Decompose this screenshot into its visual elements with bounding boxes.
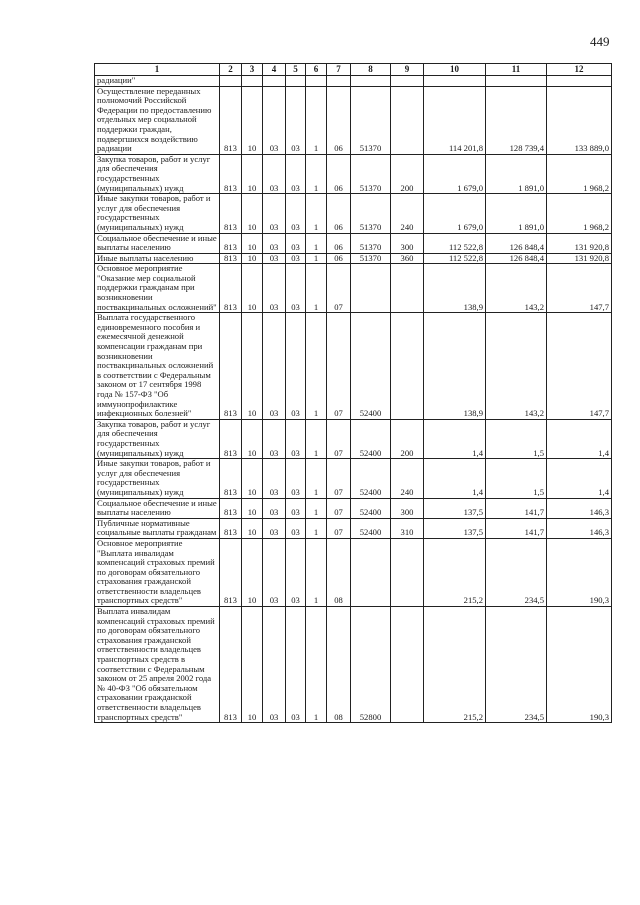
row-name-cell: Основное мероприятие "Выплата инвалидам компенсаций страховых премий по договорам обязательного страхования гражданской ответственности владельцев транспортных средств" bbox=[95, 538, 220, 606]
code-cell bbox=[263, 76, 286, 87]
amount-cell: 1,4 bbox=[424, 419, 486, 458]
column-header: 11 bbox=[486, 64, 547, 76]
code-cell: 813 bbox=[220, 538, 242, 606]
code-cell: 06 bbox=[327, 194, 351, 233]
code-cell: 03 bbox=[263, 194, 286, 233]
code-cell: 08 bbox=[327, 607, 351, 723]
table-row bbox=[95, 313, 612, 420]
code-cell: 1 bbox=[306, 498, 327, 518]
code-cell: 03 bbox=[263, 518, 286, 538]
code-cell: 03 bbox=[286, 264, 306, 313]
code-cell bbox=[391, 76, 424, 87]
table-row bbox=[95, 538, 612, 606]
amount-cell: 1,4 bbox=[424, 459, 486, 498]
table-row bbox=[95, 86, 612, 154]
column-header: 9 bbox=[391, 64, 424, 76]
amount-cell bbox=[424, 76, 486, 87]
amount-cell: 1,5 bbox=[486, 419, 547, 458]
code-cell: 51370 bbox=[351, 86, 391, 154]
code-cell: 03 bbox=[286, 419, 306, 458]
row-name-cell: Социальное обеспечение и иные выплаты населению bbox=[95, 498, 220, 518]
column-header: 6 bbox=[306, 64, 327, 76]
code-cell: 300 bbox=[391, 233, 424, 253]
code-cell: 813 bbox=[220, 518, 242, 538]
code-cell: 03 bbox=[286, 607, 306, 723]
code-cell: 1 bbox=[306, 86, 327, 154]
code-cell bbox=[391, 264, 424, 313]
code-cell: 52400 bbox=[351, 518, 391, 538]
amount-cell: 143,2 bbox=[486, 264, 547, 313]
code-cell: 1 bbox=[306, 459, 327, 498]
amount-cell: 131 920,8 bbox=[547, 253, 612, 264]
column-header: 8 bbox=[351, 64, 391, 76]
amount-cell: 137,5 bbox=[424, 498, 486, 518]
amount-cell: 1,5 bbox=[486, 459, 547, 498]
code-cell: 1 bbox=[306, 154, 327, 193]
code-cell: 03 bbox=[286, 538, 306, 606]
code-cell: 52400 bbox=[351, 419, 391, 458]
table-row bbox=[95, 607, 612, 723]
row-name-cell: Социальное обеспечение и иные выплаты населению bbox=[95, 233, 220, 253]
code-cell: 1 bbox=[306, 253, 327, 264]
row-name-cell: Закупка товаров, работ и услуг для обеспечения государственных (муниципальных) нужд bbox=[95, 154, 220, 193]
amount-cell: 1 679,0 bbox=[424, 154, 486, 193]
code-cell: 200 bbox=[391, 154, 424, 193]
code-cell: 240 bbox=[391, 194, 424, 233]
amount-cell: 126 848,4 bbox=[486, 233, 547, 253]
code-cell: 10 bbox=[242, 518, 263, 538]
code-cell: 1 bbox=[306, 419, 327, 458]
amount-cell: 146,3 bbox=[547, 518, 612, 538]
table-body bbox=[95, 76, 612, 723]
code-cell: 06 bbox=[327, 154, 351, 193]
amount-cell: 1 679,0 bbox=[424, 194, 486, 233]
code-cell: 10 bbox=[242, 498, 263, 518]
code-cell: 03 bbox=[263, 154, 286, 193]
code-cell bbox=[351, 76, 391, 87]
code-cell: 813 bbox=[220, 498, 242, 518]
code-cell: 07 bbox=[327, 419, 351, 458]
code-cell: 1 bbox=[306, 313, 327, 420]
column-header: 4 bbox=[263, 64, 286, 76]
code-cell: 03 bbox=[286, 459, 306, 498]
code-cell: 813 bbox=[220, 194, 242, 233]
table-row bbox=[95, 459, 612, 498]
amount-cell: 147,7 bbox=[547, 313, 612, 420]
code-cell: 03 bbox=[263, 264, 286, 313]
amount-cell: 112 522,8 bbox=[424, 233, 486, 253]
amount-cell bbox=[486, 76, 547, 87]
code-cell bbox=[391, 313, 424, 420]
table-row bbox=[95, 264, 612, 313]
code-cell: 813 bbox=[220, 419, 242, 458]
code-cell: 03 bbox=[263, 538, 286, 606]
table-row bbox=[95, 194, 612, 233]
column-header: 2 bbox=[220, 64, 242, 76]
code-cell: 03 bbox=[263, 498, 286, 518]
code-cell: 813 bbox=[220, 459, 242, 498]
table-header-row bbox=[95, 64, 612, 76]
row-name-cell: Иные закупки товаров, работ и услуг для обеспечения государственных (муниципальных) нужд bbox=[95, 459, 220, 498]
amount-cell: 146,3 bbox=[547, 498, 612, 518]
code-cell: 06 bbox=[327, 253, 351, 264]
amount-cell: 131 920,8 bbox=[547, 233, 612, 253]
amount-cell: 133 889,0 bbox=[547, 86, 612, 154]
code-cell: 10 bbox=[242, 607, 263, 723]
row-name-cell: Основное мероприятие "Оказание мер социальной поддержки гражданам при возникновении поствакцинальных осложнений" bbox=[95, 264, 220, 313]
row-name-cell: Иные выплаты населению bbox=[95, 253, 220, 264]
row-name-cell: радиации" bbox=[95, 76, 220, 87]
code-cell: 10 bbox=[242, 86, 263, 154]
amount-cell bbox=[547, 76, 612, 87]
code-cell: 1 bbox=[306, 264, 327, 313]
code-cell: 03 bbox=[286, 253, 306, 264]
code-cell: 03 bbox=[263, 419, 286, 458]
code-cell: 240 bbox=[391, 459, 424, 498]
amount-cell: 1 968,2 bbox=[547, 194, 612, 233]
page-number: 449 bbox=[590, 34, 610, 49]
amount-cell: 141,7 bbox=[486, 498, 547, 518]
code-cell: 51370 bbox=[351, 233, 391, 253]
code-cell: 52800 bbox=[351, 607, 391, 723]
code-cell: 10 bbox=[242, 538, 263, 606]
amount-cell: 147,7 bbox=[547, 264, 612, 313]
code-cell bbox=[306, 76, 327, 87]
code-cell bbox=[327, 76, 351, 87]
code-cell bbox=[391, 607, 424, 723]
table-row bbox=[95, 498, 612, 518]
code-cell: 03 bbox=[263, 607, 286, 723]
table-row bbox=[95, 233, 612, 253]
code-cell: 10 bbox=[242, 313, 263, 420]
code-cell: 1 bbox=[306, 607, 327, 723]
code-cell: 51370 bbox=[351, 194, 391, 233]
code-cell bbox=[220, 76, 242, 87]
amount-cell: 141,7 bbox=[486, 518, 547, 538]
code-cell: 03 bbox=[286, 86, 306, 154]
code-cell bbox=[351, 538, 391, 606]
code-cell: 10 bbox=[242, 154, 263, 193]
row-name-cell: Закупка товаров, работ и услуг для обеспечения государственных (муниципальных) нужд bbox=[95, 419, 220, 458]
code-cell bbox=[351, 264, 391, 313]
code-cell: 08 bbox=[327, 538, 351, 606]
amount-cell: 128 739,4 bbox=[486, 86, 547, 154]
amount-cell: 138,9 bbox=[424, 313, 486, 420]
row-name-cell: Выплата государственного единовременного пособия и ежемесячной денежной компенсации гражданам при возникновении поствакцинальных осложнений в соответствии с Федеральным законом от 17 сентября 1998 года № 157-ФЗ "Об иммунопрофилактике инфекционных болезней" bbox=[95, 313, 220, 420]
amount-cell: 126 848,4 bbox=[486, 253, 547, 264]
amount-cell: 137,5 bbox=[424, 518, 486, 538]
code-cell: 300 bbox=[391, 498, 424, 518]
code-cell: 03 bbox=[286, 313, 306, 420]
column-header: 1 bbox=[95, 64, 220, 76]
table-row bbox=[95, 518, 612, 538]
code-cell: 03 bbox=[286, 498, 306, 518]
amount-cell: 1,4 bbox=[547, 419, 612, 458]
code-cell: 52400 bbox=[351, 498, 391, 518]
code-cell: 10 bbox=[242, 459, 263, 498]
code-cell: 10 bbox=[242, 253, 263, 264]
code-cell: 07 bbox=[327, 498, 351, 518]
code-cell: 10 bbox=[242, 194, 263, 233]
code-cell: 1 bbox=[306, 538, 327, 606]
code-cell: 07 bbox=[327, 459, 351, 498]
code-cell: 03 bbox=[286, 233, 306, 253]
amount-cell: 1 891,0 bbox=[486, 154, 547, 193]
code-cell bbox=[391, 538, 424, 606]
amount-cell: 143,2 bbox=[486, 313, 547, 420]
amount-cell: 234,5 bbox=[486, 538, 547, 606]
code-cell: 51370 bbox=[351, 154, 391, 193]
amount-cell: 190,3 bbox=[547, 607, 612, 723]
code-cell: 813 bbox=[220, 264, 242, 313]
amount-cell: 112 522,8 bbox=[424, 253, 486, 264]
code-cell: 03 bbox=[286, 154, 306, 193]
amount-cell: 1,4 bbox=[547, 459, 612, 498]
code-cell: 310 bbox=[391, 518, 424, 538]
column-header: 7 bbox=[327, 64, 351, 76]
code-cell: 03 bbox=[263, 253, 286, 264]
code-cell: 813 bbox=[220, 86, 242, 154]
code-cell: 06 bbox=[327, 233, 351, 253]
row-name-cell: Иные закупки товаров, работ и услуг для обеспечения государственных (муниципальных) нужд bbox=[95, 194, 220, 233]
code-cell: 10 bbox=[242, 264, 263, 313]
amount-cell: 1 968,2 bbox=[547, 154, 612, 193]
code-cell: 813 bbox=[220, 233, 242, 253]
code-cell: 1 bbox=[306, 233, 327, 253]
code-cell bbox=[242, 76, 263, 87]
amount-cell: 190,3 bbox=[547, 538, 612, 606]
code-cell: 03 bbox=[263, 86, 286, 154]
code-cell: 03 bbox=[286, 194, 306, 233]
table-row bbox=[95, 154, 612, 193]
code-cell: 1 bbox=[306, 518, 327, 538]
table-row bbox=[95, 76, 612, 87]
code-cell bbox=[286, 76, 306, 87]
column-header: 3 bbox=[242, 64, 263, 76]
code-cell: 813 bbox=[220, 154, 242, 193]
code-cell: 07 bbox=[327, 518, 351, 538]
code-cell: 03 bbox=[263, 233, 286, 253]
code-cell: 52400 bbox=[351, 313, 391, 420]
row-name-cell: Выплата инвалидам компенсаций страховых премий по договорам обязательного страхования гражданской ответственности владельцев транспортных средств в соответствии с Федеральным законом от 25 апреля 2002 года № 40-ФЗ "Об обязательном страховании гражданской ответственности владельцев транспортных средств" bbox=[95, 607, 220, 723]
amount-cell: 114 201,8 bbox=[424, 86, 486, 154]
code-cell: 07 bbox=[327, 264, 351, 313]
code-cell: 03 bbox=[263, 459, 286, 498]
code-cell: 1 bbox=[306, 194, 327, 233]
amount-cell: 138,9 bbox=[424, 264, 486, 313]
amount-cell: 1 891,0 bbox=[486, 194, 547, 233]
code-cell: 52400 bbox=[351, 459, 391, 498]
code-cell: 03 bbox=[263, 313, 286, 420]
code-cell: 813 bbox=[220, 607, 242, 723]
table-row bbox=[95, 419, 612, 458]
code-cell: 10 bbox=[242, 233, 263, 253]
code-cell: 10 bbox=[242, 419, 263, 458]
table-row bbox=[95, 253, 612, 264]
code-cell: 06 bbox=[327, 86, 351, 154]
column-header: 10 bbox=[424, 64, 486, 76]
code-cell bbox=[391, 86, 424, 154]
code-cell: 51370 bbox=[351, 253, 391, 264]
code-cell: 200 bbox=[391, 419, 424, 458]
amount-cell: 215,2 bbox=[424, 607, 486, 723]
amount-cell: 234,5 bbox=[486, 607, 547, 723]
code-cell: 03 bbox=[286, 518, 306, 538]
code-cell: 813 bbox=[220, 253, 242, 264]
column-header: 12 bbox=[547, 64, 612, 76]
row-name-cell: Осуществление переданных полномочий Российской Федерации по предоставлению отдельных мер социальной поддержки граждан, подвергшихся воздействию радиации bbox=[95, 86, 220, 154]
code-cell: 07 bbox=[327, 313, 351, 420]
code-cell: 360 bbox=[391, 253, 424, 264]
column-header: 5 bbox=[286, 64, 306, 76]
row-name-cell: Публичные нормативные социальные выплаты гражданам bbox=[95, 518, 220, 538]
code-cell: 813 bbox=[220, 313, 242, 420]
budget-table bbox=[94, 63, 612, 723]
amount-cell: 215,2 bbox=[424, 538, 486, 606]
